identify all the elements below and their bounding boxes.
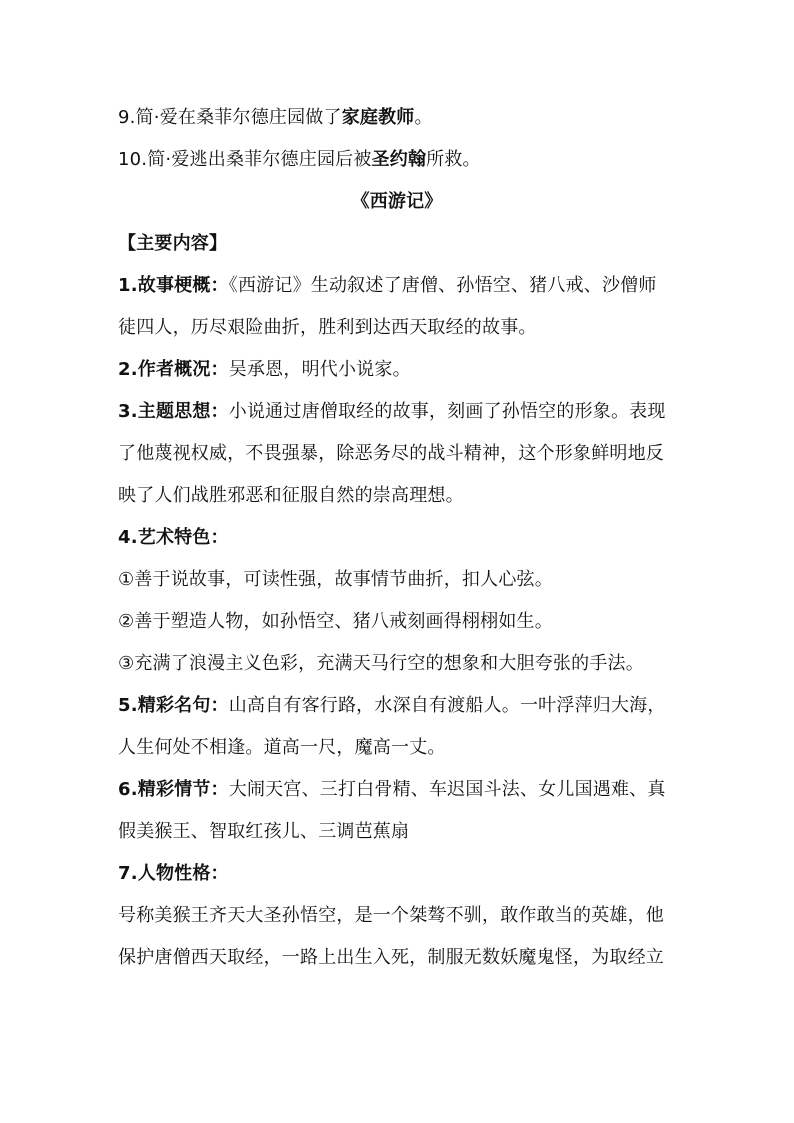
- text: 山高自有客行路，水深自有渡船人。一叶浮萍归大海，: [228, 695, 666, 716]
- paragraph-label: 5.精彩名句：: [118, 695, 229, 716]
- bold-text: 家庭教师: [341, 107, 415, 128]
- paragraph-label: 3.主题思想：: [118, 401, 229, 422]
- paragraph-3-line-3: 映了人们战胜邪恶和征服自然的崇高理想。: [118, 485, 464, 506]
- paragraph-label: 2.作者概况：: [118, 359, 229, 380]
- text: 所救。: [426, 149, 481, 170]
- text: 9.简·爱在桑菲尔德庄园做了: [118, 107, 342, 128]
- paragraph-7-line-2: 保护唐僧西天取经，一路上出生入死，制服无数妖魔鬼怪，为取经立: [118, 947, 664, 968]
- text: 。: [414, 107, 433, 128]
- paragraph-3-line-2: 了他蔑视权威，不畏强暴，除恶务尽的战斗精神，这个形象鲜明地反: [118, 443, 664, 464]
- paragraph-4-label: 4.艺术特色：: [118, 527, 229, 548]
- text: 小说通过唐僧取经的故事，刻画了孙悟空的形象。表现: [228, 401, 666, 422]
- text: 10.简·爱逃出桑菲尔德庄园后被: [118, 149, 372, 170]
- paragraph-7-line-1: 号称美猴王齐天大圣孙悟空，是一个桀骜不驯，敢作敢当的英雄，他: [118, 905, 664, 926]
- text: 《西游记》生动叙述了唐僧、孙悟空、猪八戒、沙僧师: [228, 275, 657, 296]
- text: 吴承恩，明代小说家。: [228, 359, 411, 380]
- paragraph-1-line-2: 徒四人，历尽艰险曲折，胜利到达西天取经的故事。: [118, 317, 537, 338]
- paragraph-label: 1.故事梗概：: [118, 275, 229, 296]
- paragraph-6-line-2: 假美猴王、智取红孩儿、三调芭蕉扇: [118, 821, 410, 842]
- line-jane-eyre-9: [118, 104, 682, 132]
- paragraph-4-item-2: ②善于塑造人物，如孙悟空、猪八戒刻画得栩栩如生。: [118, 611, 553, 632]
- text: 大闹天宫、三打白骨精、车迟国斗法、女儿国遇难、真: [228, 779, 666, 800]
- section-heading-main-content: 【主要内容】: [118, 233, 228, 254]
- paragraph-6-line-1: [118, 776, 682, 804]
- line-jane-eyre-10: [118, 146, 682, 174]
- paragraph-label: 6.精彩情节：: [118, 779, 229, 800]
- paragraph-3-line-1: [118, 398, 682, 426]
- paragraph-7-label: 7.人物性格：: [118, 863, 229, 884]
- book-title: 《西游记》: [351, 191, 443, 212]
- paragraph-5-line-1: [118, 692, 682, 720]
- paragraph-5-line-2: 人生何处不相逢。道高一尺，魔高一丈。: [118, 737, 446, 758]
- bold-text: 圣约翰: [371, 149, 427, 170]
- paragraph-2: [118, 356, 682, 384]
- paragraph-1-line-1: [118, 272, 682, 300]
- paragraph-4-item-1: ①善于说故事，可读性强，故事情节曲折，扣人心弦。: [118, 569, 553, 590]
- paragraph-4-item-3: ③充满了浪漫主义色彩，充满天马行空的想象和大胆夸张的手法。: [118, 653, 644, 674]
